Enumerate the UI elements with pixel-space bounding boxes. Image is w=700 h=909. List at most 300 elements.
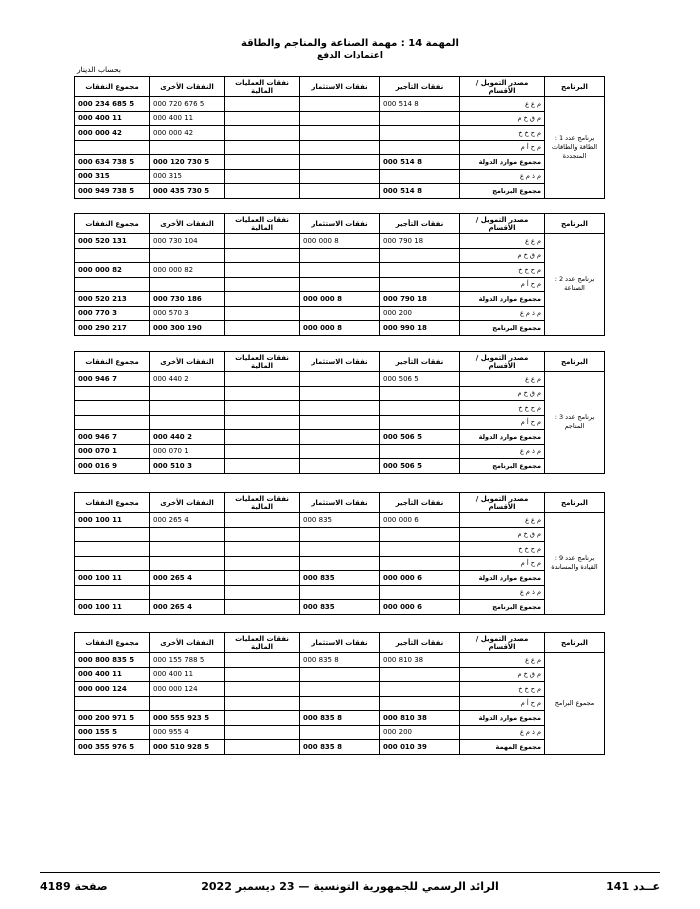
table-row bbox=[75, 169, 605, 184]
amount-cell bbox=[300, 667, 380, 682]
column-header: مصدر التمويل / الأقسام bbox=[460, 352, 545, 372]
amount-cell bbox=[300, 725, 380, 740]
amount-cell bbox=[225, 444, 300, 459]
amount-cell bbox=[225, 234, 300, 249]
column-header: مجموع النفقات bbox=[75, 214, 150, 234]
amount-cell bbox=[225, 600, 300, 615]
funding-source-label: م ع ع bbox=[460, 372, 545, 387]
funding-source-label: م ح أ م bbox=[460, 277, 545, 292]
amount-cell bbox=[300, 372, 380, 387]
program-table bbox=[74, 351, 605, 474]
amount-cell: 8 514 000 bbox=[380, 155, 460, 170]
amount-cell bbox=[380, 169, 460, 184]
amount-cell bbox=[225, 513, 300, 528]
amount-cell bbox=[380, 263, 460, 278]
table-row bbox=[75, 696, 605, 711]
amount-cell: 200 000 bbox=[380, 725, 460, 740]
amount-cell bbox=[150, 415, 225, 430]
amount-cell bbox=[75, 556, 150, 571]
funding-source-label: م ح خ خ bbox=[460, 542, 545, 557]
funding-source-label: مجموع البرنامج bbox=[460, 459, 545, 474]
amount-cell: 6 000 000 bbox=[380, 571, 460, 586]
column-header: نفقات التأجير bbox=[380, 493, 460, 513]
amount-cell: 5 685 234 000 bbox=[75, 97, 150, 112]
table-row bbox=[75, 234, 605, 249]
amount-cell: 18 790 000 bbox=[380, 234, 460, 249]
amount-cell bbox=[300, 459, 380, 474]
amount-cell bbox=[380, 542, 460, 557]
table-header-row bbox=[75, 633, 605, 653]
amount-cell bbox=[225, 585, 300, 600]
amount-cell: 11 400 000 bbox=[150, 667, 225, 682]
table-row bbox=[75, 263, 605, 278]
program-name: برنامج عدد 1 : الطاقة والطاقات المتجددة bbox=[545, 97, 605, 199]
table-row bbox=[75, 321, 605, 336]
amount-cell bbox=[300, 169, 380, 184]
funding-source-label: مجموع البرنامج bbox=[460, 321, 545, 336]
table-row bbox=[75, 711, 605, 726]
funding-source-label: م ق خ م bbox=[460, 111, 545, 126]
amount-cell bbox=[225, 711, 300, 726]
funding-source-label: م ح أ م bbox=[460, 140, 545, 155]
column-header: مجموع النفقات bbox=[75, 352, 150, 372]
funding-source-label: م ذ م ع bbox=[460, 725, 545, 740]
amount-cell bbox=[300, 263, 380, 278]
table-row bbox=[75, 140, 605, 155]
amount-cell: 6 000 000 bbox=[380, 513, 460, 528]
amount-cell bbox=[300, 585, 380, 600]
amount-cell bbox=[300, 527, 380, 542]
amount-cell bbox=[150, 696, 225, 711]
amount-cell bbox=[380, 111, 460, 126]
table-header-row bbox=[75, 352, 605, 372]
amount-cell bbox=[75, 542, 150, 557]
amount-cell bbox=[150, 386, 225, 401]
funding-source-label: م ذ م ع bbox=[460, 585, 545, 600]
column-header: نفقات الاستثمار bbox=[300, 493, 380, 513]
program-table bbox=[74, 76, 605, 199]
amount-cell bbox=[75, 277, 150, 292]
amount-cell: 5 835 800 000 bbox=[75, 653, 150, 668]
amount-cell bbox=[225, 277, 300, 292]
amount-cell: 315 000 bbox=[75, 169, 150, 184]
table-row bbox=[75, 184, 605, 199]
amount-cell: 1 070 000 bbox=[150, 444, 225, 459]
amount-cell: 4 265 000 bbox=[150, 600, 225, 615]
amount-cell: 1 070 000 bbox=[75, 444, 150, 459]
funding-source-label: م ق خ م bbox=[460, 248, 545, 263]
table-header-row bbox=[75, 77, 605, 97]
amount-cell bbox=[380, 386, 460, 401]
footer-journal: الرائد الرسمي للجمهورية التونسية — 23 ديسمبر 2022 bbox=[201, 880, 499, 893]
amount-cell bbox=[75, 401, 150, 416]
amount-cell bbox=[225, 740, 300, 755]
amount-cell bbox=[75, 527, 150, 542]
amount-cell: 11 400 000 bbox=[75, 111, 150, 126]
column-header: البرنامج bbox=[545, 493, 605, 513]
column-header: نفقات التأجير bbox=[380, 77, 460, 97]
amount-cell: 3 510 000 bbox=[150, 459, 225, 474]
amount-cell: 8 514 000 bbox=[380, 97, 460, 112]
funding-source-label: مجموع المهمة bbox=[460, 740, 545, 755]
funding-source-label: م ح أ م bbox=[460, 556, 545, 571]
amount-cell bbox=[225, 140, 300, 155]
amount-cell bbox=[225, 321, 300, 336]
amount-cell: 8 835 000 bbox=[300, 740, 380, 755]
amount-cell: 835 000 bbox=[300, 600, 380, 615]
amount-cell: 2 440 000 bbox=[150, 430, 225, 445]
column-header: النفقات الأخرى bbox=[150, 633, 225, 653]
amount-cell bbox=[300, 401, 380, 416]
amount-cell: 82 000 000 bbox=[150, 263, 225, 278]
amount-cell bbox=[150, 401, 225, 416]
amount-cell: 8 000 000 bbox=[300, 321, 380, 336]
amount-cell bbox=[380, 248, 460, 263]
program-table bbox=[74, 632, 605, 755]
amount-cell: 18 990 000 bbox=[380, 321, 460, 336]
column-header: مجموع النفقات bbox=[75, 77, 150, 97]
funding-source-label: م ق خ م bbox=[460, 527, 545, 542]
amount-cell: 8 514 000 bbox=[380, 184, 460, 199]
amount-cell bbox=[225, 169, 300, 184]
funding-source-label: مجموع موارد الدولة bbox=[460, 292, 545, 307]
funding-source-label: م ح خ خ bbox=[460, 401, 545, 416]
amount-cell bbox=[380, 682, 460, 697]
funding-source-label: م ح خ خ bbox=[460, 682, 545, 697]
amount-cell bbox=[225, 292, 300, 307]
amount-cell bbox=[225, 248, 300, 263]
column-header: النفقات الأخرى bbox=[150, 214, 225, 234]
table-row bbox=[75, 556, 605, 571]
amount-cell: 42 000 000 bbox=[150, 126, 225, 141]
amount-cell: 11 400 000 bbox=[75, 667, 150, 682]
table-row bbox=[75, 585, 605, 600]
amount-cell: 38 810 000 bbox=[380, 653, 460, 668]
amount-cell bbox=[75, 696, 150, 711]
amount-cell: 124 000 000 bbox=[75, 682, 150, 697]
amount-cell bbox=[225, 725, 300, 740]
amount-cell bbox=[225, 542, 300, 557]
program-table-block bbox=[74, 492, 604, 615]
column-header: البرنامج bbox=[545, 214, 605, 234]
table-row bbox=[75, 571, 605, 586]
amount-cell bbox=[150, 277, 225, 292]
funding-source-label: م ق خ م bbox=[460, 667, 545, 682]
table-row bbox=[75, 292, 605, 307]
amount-cell bbox=[225, 155, 300, 170]
amount-cell bbox=[75, 415, 150, 430]
table-row bbox=[75, 415, 605, 430]
amount-cell: 5 928 510 000 bbox=[150, 740, 225, 755]
amount-cell: 11 400 000 bbox=[150, 111, 225, 126]
amount-cell: 18 790 000 bbox=[380, 292, 460, 307]
amount-cell bbox=[225, 263, 300, 278]
table-row bbox=[75, 444, 605, 459]
table-row bbox=[75, 667, 605, 682]
column-header: مجموع النفقات bbox=[75, 493, 150, 513]
column-header: نفقات الاستثمار bbox=[300, 77, 380, 97]
amount-cell bbox=[300, 126, 380, 141]
table-row bbox=[75, 513, 605, 528]
amount-cell bbox=[225, 667, 300, 682]
amount-cell bbox=[300, 556, 380, 571]
amount-cell: 186 730 000 bbox=[150, 292, 225, 307]
amount-cell bbox=[380, 415, 460, 430]
column-header: البرنامج bbox=[545, 633, 605, 653]
table-row bbox=[75, 725, 605, 740]
table-row bbox=[75, 111, 605, 126]
table-row bbox=[75, 126, 605, 141]
column-header: نفقات الاستثمار bbox=[300, 633, 380, 653]
table-header-row bbox=[75, 214, 605, 234]
table-row bbox=[75, 653, 605, 668]
amount-cell: 5 730 435 000 bbox=[150, 184, 225, 199]
amount-cell: 7 946 000 bbox=[75, 430, 150, 445]
column-header: مصدر التمويل / الأقسام bbox=[460, 214, 545, 234]
column-header: نفقات الاستثمار bbox=[300, 352, 380, 372]
amount-cell bbox=[300, 430, 380, 445]
table-row bbox=[75, 306, 605, 321]
amount-cell bbox=[225, 682, 300, 697]
amount-cell bbox=[150, 527, 225, 542]
footer-issue: عــدد 141 bbox=[606, 880, 660, 893]
funding-source-label: مجموع البرنامج bbox=[460, 184, 545, 199]
funding-source-label: م ح خ خ bbox=[460, 126, 545, 141]
amount-cell: 5 155 000 bbox=[75, 725, 150, 740]
amount-cell bbox=[300, 386, 380, 401]
amount-cell bbox=[225, 527, 300, 542]
amount-cell: 4 265 000 bbox=[150, 571, 225, 586]
table-row bbox=[75, 542, 605, 557]
amount-cell bbox=[225, 459, 300, 474]
amount-cell: 104 730 000 bbox=[150, 234, 225, 249]
amount-cell bbox=[225, 430, 300, 445]
program-table-block bbox=[74, 213, 604, 336]
amount-cell: 5 976 355 000 bbox=[75, 740, 150, 755]
program-table-block bbox=[74, 351, 604, 474]
amount-cell bbox=[75, 248, 150, 263]
amount-cell: 82 000 000 bbox=[75, 263, 150, 278]
amount-cell bbox=[225, 386, 300, 401]
column-header: نفقات التأجير bbox=[380, 633, 460, 653]
footer-page: صفحة 4189 bbox=[40, 880, 108, 893]
amount-cell: 5 506 000 bbox=[380, 430, 460, 445]
table-row bbox=[75, 600, 605, 615]
amount-cell bbox=[300, 415, 380, 430]
column-header: نفقات العمليات المالية bbox=[225, 352, 300, 372]
table-row bbox=[75, 740, 605, 755]
funding-source-label: م ذ م ع bbox=[460, 169, 545, 184]
amount-cell bbox=[150, 140, 225, 155]
amount-cell: 11 100 000 bbox=[75, 513, 150, 528]
funding-source-label: مجموع البرنامج bbox=[460, 600, 545, 615]
amount-cell: 5 738 634 000 bbox=[75, 155, 150, 170]
table-row bbox=[75, 682, 605, 697]
amount-cell bbox=[380, 444, 460, 459]
amount-cell bbox=[300, 97, 380, 112]
amount-cell bbox=[380, 585, 460, 600]
footer-divider bbox=[40, 872, 660, 873]
amount-cell bbox=[300, 248, 380, 263]
amount-cell bbox=[300, 444, 380, 459]
amount-cell bbox=[300, 111, 380, 126]
amount-cell: 38 810 000 bbox=[380, 711, 460, 726]
funding-source-label: م ع ع bbox=[460, 234, 545, 249]
column-header: نفقات العمليات المالية bbox=[225, 633, 300, 653]
amount-cell bbox=[300, 184, 380, 199]
amount-cell: 213 520 000 bbox=[75, 292, 150, 307]
amount-cell: 8 835 000 bbox=[300, 653, 380, 668]
column-header: مصدر التمويل / الأقسام bbox=[460, 633, 545, 653]
column-header: البرنامج bbox=[545, 352, 605, 372]
amount-cell bbox=[380, 556, 460, 571]
amount-cell bbox=[225, 111, 300, 126]
amount-cell: 3 570 000 bbox=[150, 306, 225, 321]
amount-cell bbox=[300, 682, 380, 697]
amount-cell: 5 676 720 000 bbox=[150, 97, 225, 112]
amount-cell: 5 738 949 000 bbox=[75, 184, 150, 199]
amount-cell bbox=[300, 140, 380, 155]
amount-cell: 42 000 000 bbox=[75, 126, 150, 141]
column-header: مصدر التمويل / الأقسام bbox=[460, 493, 545, 513]
table-row bbox=[75, 277, 605, 292]
amount-cell: 4 265 000 bbox=[150, 513, 225, 528]
amount-cell: 315 000 bbox=[150, 169, 225, 184]
amount-cell bbox=[75, 386, 150, 401]
column-header: النفقات الأخرى bbox=[150, 493, 225, 513]
table-row bbox=[75, 386, 605, 401]
funding-source-label: م ق خ م bbox=[460, 386, 545, 401]
amount-cell bbox=[380, 126, 460, 141]
page-subtitle: اعتمادات الدفع bbox=[317, 51, 383, 61]
funding-source-label: م ح خ خ bbox=[460, 263, 545, 278]
unit-label: بحساب الدينار bbox=[77, 65, 121, 74]
amount-cell: 39 010 000 bbox=[380, 740, 460, 755]
amount-cell: 8 000 000 bbox=[300, 234, 380, 249]
amount-cell: 190 300 000 bbox=[150, 321, 225, 336]
table-row bbox=[75, 372, 605, 387]
amount-cell: 3 770 000 bbox=[75, 306, 150, 321]
amount-cell bbox=[225, 415, 300, 430]
amount-cell bbox=[380, 277, 460, 292]
table-row bbox=[75, 527, 605, 542]
amount-cell: 5 506 000 bbox=[380, 372, 460, 387]
funding-source-label: م ذ م ع bbox=[460, 306, 545, 321]
column-header: مجموع النفقات bbox=[75, 633, 150, 653]
column-header: مصدر التمويل / الأقسام bbox=[460, 77, 545, 97]
amount-cell bbox=[75, 140, 150, 155]
funding-source-label: مجموع موارد الدولة bbox=[460, 155, 545, 170]
amount-cell bbox=[300, 306, 380, 321]
amount-cell: 5 971 200 000 bbox=[75, 711, 150, 726]
amount-cell bbox=[75, 585, 150, 600]
amount-cell: 5 923 555 000 bbox=[150, 711, 225, 726]
funding-source-label: م ح أ م bbox=[460, 696, 545, 711]
program-name: مجموع البرامج bbox=[545, 653, 605, 755]
amount-cell: 5 730 120 000 bbox=[150, 155, 225, 170]
page-title: المهمة 14 : مهمة الصناعة والمناجم والطاقة bbox=[241, 38, 459, 49]
amount-cell bbox=[150, 248, 225, 263]
column-header: البرنامج bbox=[545, 77, 605, 97]
amount-cell bbox=[225, 97, 300, 112]
column-header: نفقات التأجير bbox=[380, 214, 460, 234]
funding-source-label: م ح أ م bbox=[460, 415, 545, 430]
amount-cell bbox=[225, 306, 300, 321]
amount-cell: 5 506 000 bbox=[380, 459, 460, 474]
program-name: برنامج عدد 3 : المناجم bbox=[545, 372, 605, 474]
amount-cell: 835 000 bbox=[300, 513, 380, 528]
amount-cell: 124 000 000 bbox=[150, 682, 225, 697]
table-row bbox=[75, 248, 605, 263]
amount-cell bbox=[380, 667, 460, 682]
table-row bbox=[75, 97, 605, 112]
table-header-row bbox=[75, 493, 605, 513]
amount-cell bbox=[225, 556, 300, 571]
amount-cell bbox=[380, 140, 460, 155]
amount-cell bbox=[150, 585, 225, 600]
amount-cell: 7 946 000 bbox=[75, 372, 150, 387]
funding-source-label: مجموع موارد الدولة bbox=[460, 711, 545, 726]
amount-cell bbox=[300, 277, 380, 292]
amount-cell: 200 000 bbox=[380, 306, 460, 321]
amount-cell: 11 100 000 bbox=[75, 600, 150, 615]
table-row bbox=[75, 401, 605, 416]
program-name: برنامج عدد 9 : القيادة والمساندة bbox=[545, 513, 605, 615]
funding-source-label: مجموع موارد الدولة bbox=[460, 430, 545, 445]
column-header: نفقات العمليات المالية bbox=[225, 493, 300, 513]
amount-cell bbox=[225, 401, 300, 416]
amount-cell: 8 000 000 bbox=[300, 292, 380, 307]
program-table-block bbox=[74, 76, 604, 199]
amount-cell: 5 788 155 000 bbox=[150, 653, 225, 668]
amount-cell: 835 000 bbox=[300, 571, 380, 586]
amount-cell: 2 440 000 bbox=[150, 372, 225, 387]
table-row bbox=[75, 155, 605, 170]
program-table-block bbox=[74, 632, 604, 755]
funding-source-label: م ع ع bbox=[460, 97, 545, 112]
program-table bbox=[74, 492, 605, 615]
amount-cell bbox=[225, 696, 300, 711]
amount-cell bbox=[380, 401, 460, 416]
column-header: نفقات العمليات المالية bbox=[225, 214, 300, 234]
amount-cell: 11 100 000 bbox=[75, 571, 150, 586]
amount-cell: 4 955 000 bbox=[150, 725, 225, 740]
amount-cell: 131 520 000 bbox=[75, 234, 150, 249]
program-table bbox=[74, 213, 605, 336]
amount-cell bbox=[380, 527, 460, 542]
amount-cell bbox=[225, 184, 300, 199]
amount-cell bbox=[150, 556, 225, 571]
funding-source-label: مجموع موارد الدولة bbox=[460, 571, 545, 586]
amount-cell bbox=[300, 155, 380, 170]
amount-cell bbox=[300, 696, 380, 711]
amount-cell bbox=[150, 542, 225, 557]
amount-cell bbox=[380, 696, 460, 711]
column-header: نفقات الاستثمار bbox=[300, 214, 380, 234]
table-row bbox=[75, 430, 605, 445]
amount-cell: 8 835 000 bbox=[300, 711, 380, 726]
amount-cell bbox=[300, 542, 380, 557]
column-header: نفقات العمليات المالية bbox=[225, 77, 300, 97]
funding-source-label: م ع ع bbox=[460, 513, 545, 528]
amount-cell: 217 290 000 bbox=[75, 321, 150, 336]
amount-cell bbox=[225, 372, 300, 387]
funding-source-label: م ذ م ع bbox=[460, 444, 545, 459]
table-row bbox=[75, 459, 605, 474]
column-header: النفقات الأخرى bbox=[150, 352, 225, 372]
column-header: نفقات التأجير bbox=[380, 352, 460, 372]
program-name: برنامج عدد 2 : الصناعة bbox=[545, 234, 605, 336]
